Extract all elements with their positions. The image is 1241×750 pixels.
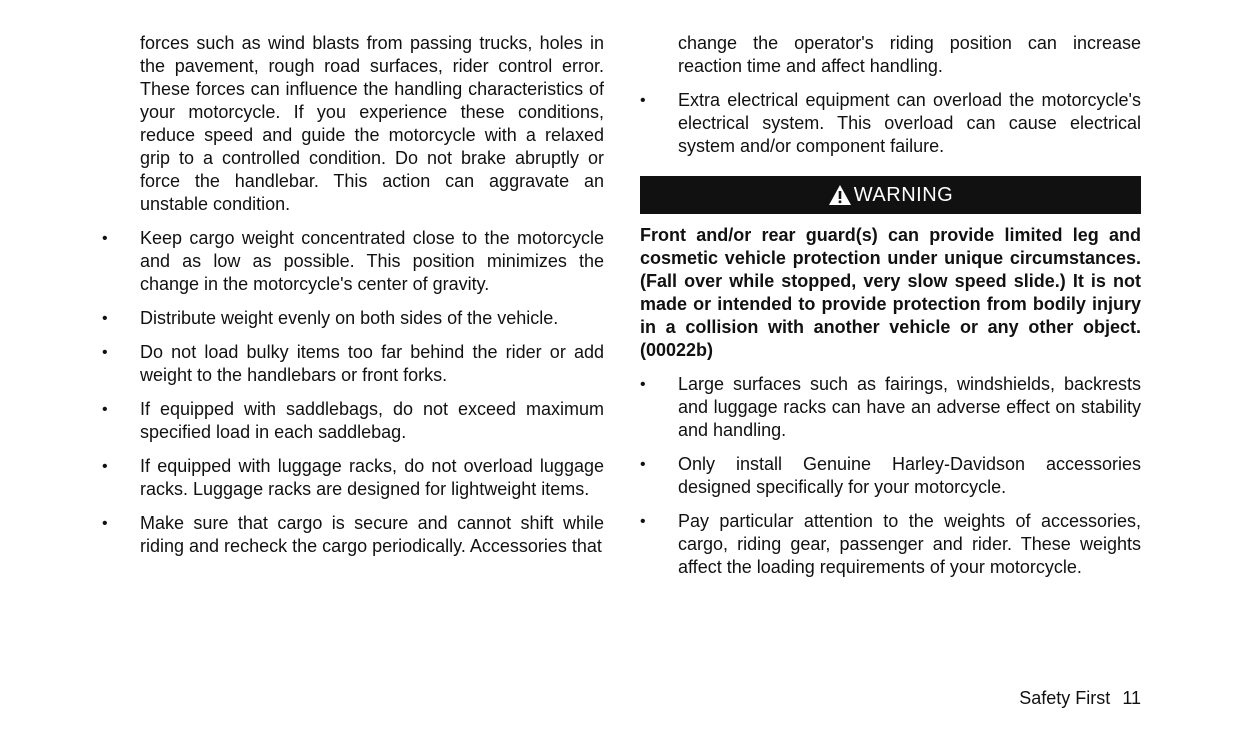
right-top-bullet-list — [640, 89, 1141, 158]
left-column — [102, 32, 604, 558]
bullet-icon: • — [102, 515, 108, 532]
bullet-icon: • — [640, 376, 646, 393]
page-footer — [1019, 688, 1141, 709]
left-bullet-list — [102, 227, 604, 558]
bullet-icon: • — [102, 401, 108, 418]
section-title: Safety First — [1019, 688, 1111, 708]
bullet-icon: • — [102, 458, 108, 475]
bullet-icon: • — [640, 92, 646, 109]
list-item: • Large surfaces such as fairings, windshields, backrests and luggage racks can have an adverse effect on stability and handling. — [640, 374, 1141, 440]
right-lead-paragraph: change the operator's riding position can increase reaction time and affect handling. — [678, 33, 1141, 76]
bullet-icon: • — [102, 230, 108, 247]
list-item: • Do not load bulky items too far behind the rider or add weight to the handlebars or front forks. — [102, 342, 604, 385]
right-bottom-bullet-list — [640, 373, 1141, 579]
right-column — [640, 32, 1141, 579]
list-item: • Only install Genuine Harley-Davidson accessories designed specifically for your motorcycle. — [640, 454, 1141, 497]
list-item: • Keep cargo weight concentrated close to the motorcycle and as low as possible. This position minimizes the change in the motorcycle's center of gravity. — [102, 228, 604, 294]
left-lead-paragraph: forces such as wind blasts from passing trucks, holes in the pavement, rough road surfaces, rider control error. These forces can influence the handling characteristics of your motorcycle. If you experience these conditions, reduce speed and guide the motorcycle with a relaxed grip to a controlled condition. Do not brake abruptly or force the handlebar. This action can aggravate an unstable condition. — [140, 33, 604, 214]
list-item: • Distribute weight evenly on both sides of the vehicle. — [102, 308, 559, 328]
bullet-icon: • — [640, 513, 646, 530]
bullet-icon: • — [102, 344, 108, 361]
list-item: • Make sure that cargo is secure and cannot shift while riding and recheck the cargo periodically. Accessories that — [102, 513, 604, 556]
list-item: • If equipped with saddlebags, do not exceed maximum specified load in each saddlebag. — [102, 399, 604, 442]
list-item: • If equipped with luggage racks, do not overload luggage racks. Luggage racks are designed for lightweight items. — [102, 456, 604, 499]
warning-text: Front and/or rear guard(s) can provide limited leg and cosmetic vehicle protection under unique circumstances. (Fall over while stopped, very slow speed slide.) It is not made or intended to provide protection from bodily injury in a collision with another vehicle or any other object. (00022b) — [640, 225, 1141, 360]
bullet-icon: • — [102, 310, 108, 327]
list-item: • Pay particular attention to the weights of accessories, cargo, riding gear, passenger and rider. These weights affect the loading requirements of your motorcycle. — [640, 511, 1141, 577]
warning-banner — [640, 176, 1141, 214]
page-number: 11 — [1122, 688, 1141, 708]
list-item: • Extra electrical equipment can overload the motorcycle's electrical system. This overload can cause electrical system and/or component failure. — [640, 90, 1141, 156]
warning-triangle-icon — [828, 184, 852, 206]
warning-label: WARNING — [853, 183, 954, 206]
bullet-icon: • — [640, 456, 646, 473]
